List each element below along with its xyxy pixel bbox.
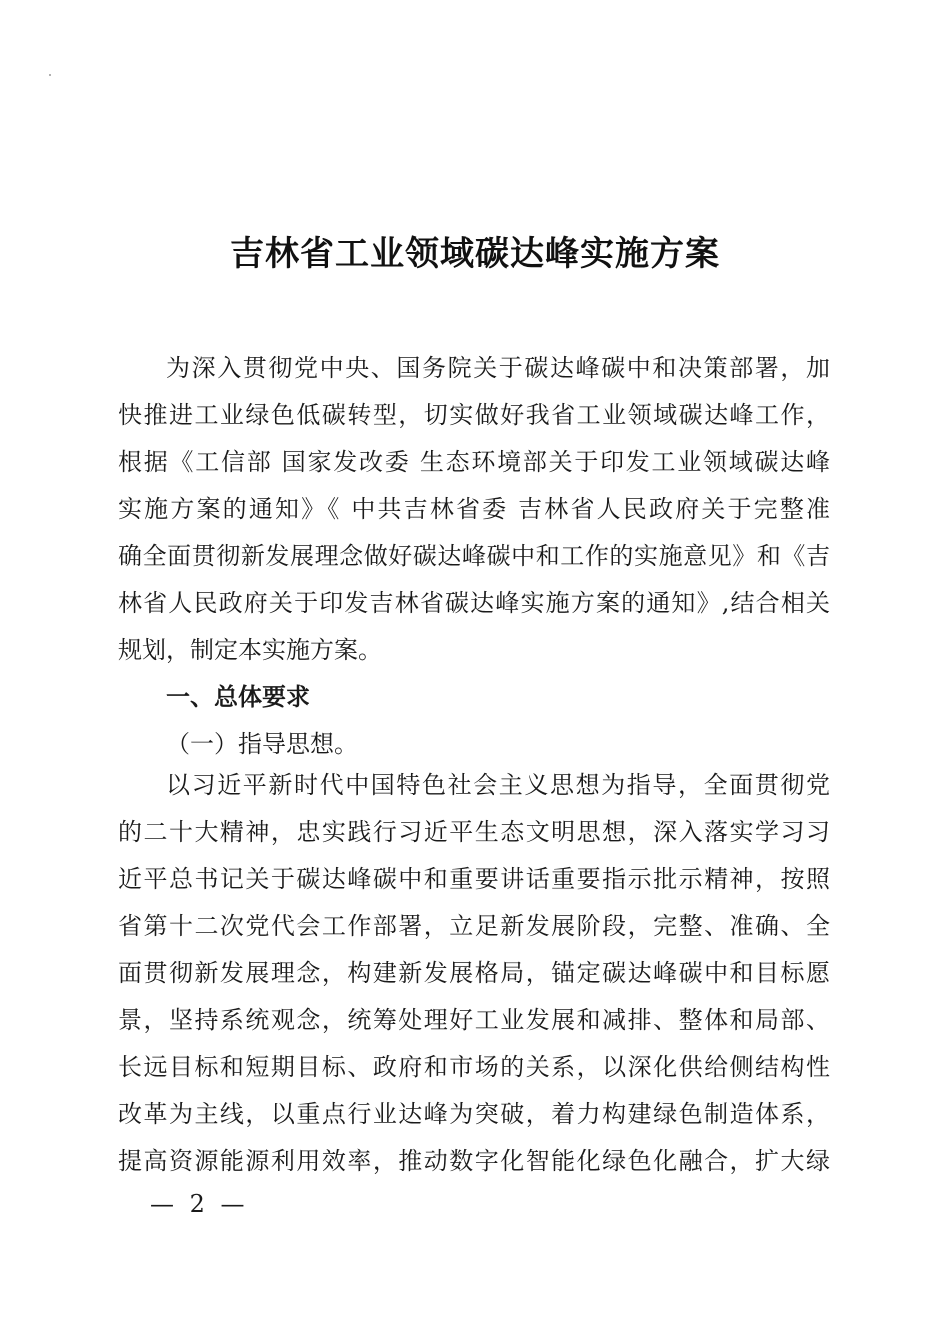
scan-speck [49, 74, 51, 76]
subsection-heading: （一）指导思想。 [166, 730, 358, 758]
body-line: 景，坚持系统观念，统筹处理好工业发展和减排、整体和局部、 [118, 1006, 830, 1034]
body-line: 面贯彻新发展理念，构建新发展格局，锚定碳达峰碳中和目标愿 [118, 959, 830, 987]
body-line: 省第十二次党代会工作部署，立足新发展阶段，完整、准确、全 [118, 912, 830, 940]
page-number: — 2 — [150, 1190, 249, 1218]
intro-line: 为深入贯彻党中央、国务院关于碳达峰碳中和决策部署，加 [166, 354, 830, 382]
section-heading: 一、总体要求 [166, 683, 310, 711]
body-line: 以习近平新时代中国特色社会主义思想为指导，全面贯彻党 [166, 771, 830, 799]
document-title: 吉林省工业领域碳达峰实施方案 [230, 234, 720, 274]
body-line: 近平总书记关于碳达峰碳中和重要讲话重要指示批示精神，按照 [118, 865, 830, 893]
body-line: 长远目标和短期目标、政府和市场的关系，以深化供给侧结构性 [118, 1053, 830, 1081]
intro-line: 实施方案的通知》《 中共吉林省委 吉林省人民政府关于完整准 [118, 495, 830, 523]
intro-line: 林省人民政府关于印发吉林省碳达峰实施方案的通知》,结合相关 [118, 589, 830, 617]
intro-line: 快推进工业绿色低碳转型，切实做好我省工业领域碳达峰工作， [118, 401, 830, 429]
intro-line: 根据《工信部 国家发改委 生态环境部关于印发工业领域碳达峰 [118, 448, 830, 476]
body-line: 的二十大精神，忠实践行习近平生态文明思想，深入落实学习习 [118, 818, 830, 846]
body-line: 改革为主线，以重点行业达峰为突破，着力构建绿色制造体系， [118, 1100, 830, 1128]
intro-line: 规划，制定本实施方案。 [118, 636, 382, 664]
intro-line: 确全面贯彻新发展理念做好碳达峰碳中和工作的实施意见》和《吉 [118, 542, 830, 570]
body-line: 提高资源能源利用效率，推动数字化智能化绿色化融合，扩大绿 [118, 1147, 830, 1175]
